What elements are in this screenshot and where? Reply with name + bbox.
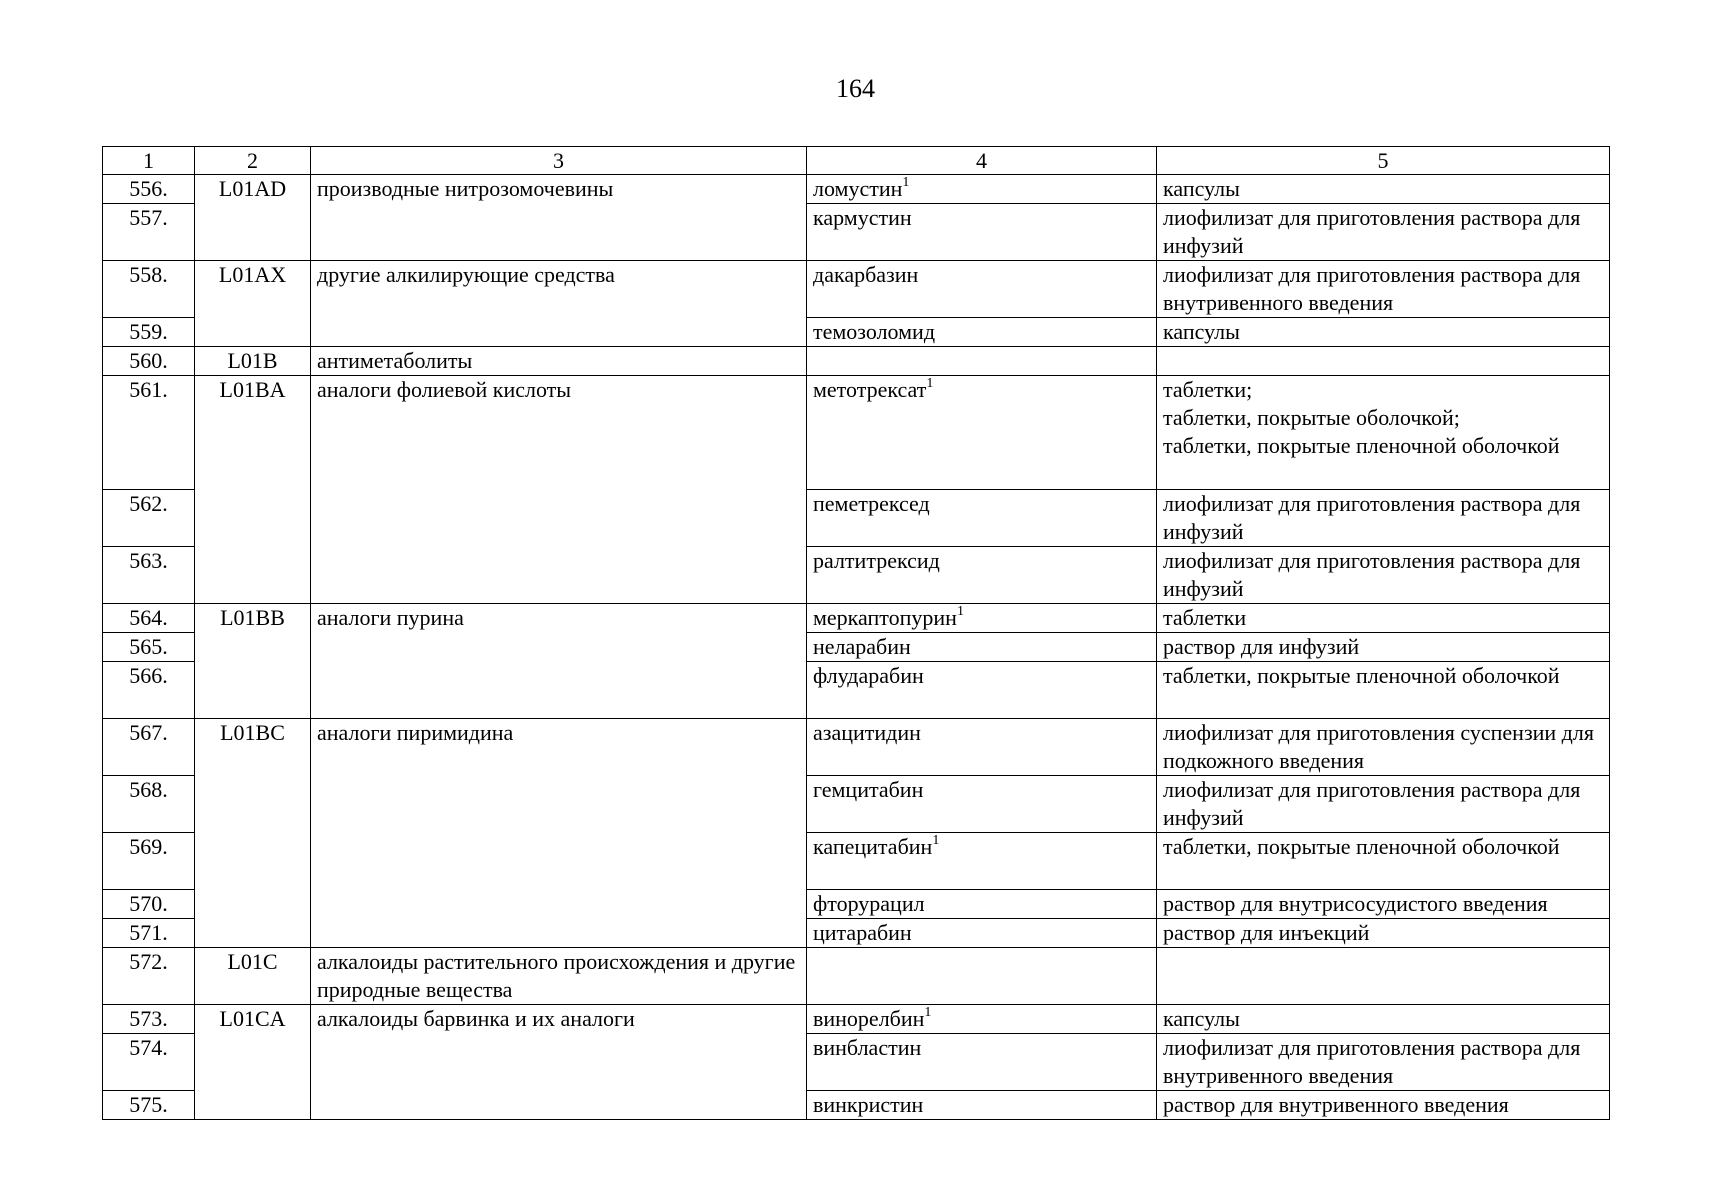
column-header-4: 4 — [807, 147, 1157, 175]
dosage-form — [1157, 948, 1610, 1005]
atc-group: другие алкилирующие средства — [311, 261, 807, 347]
table-row — [103, 376, 1610, 490]
footnote-mark: 1 — [924, 1004, 932, 1020]
row-number: 569. — [103, 833, 195, 890]
row-number: 572. — [103, 948, 195, 1005]
column-header-2: 2 — [195, 147, 311, 175]
drug-name: флударабин — [807, 662, 1157, 719]
footnote-mark: 1 — [926, 375, 934, 391]
row-number: 556. — [103, 175, 195, 204]
drug-name: темозоломид — [807, 318, 1157, 347]
dosage-form: лиофилизат для приготовления раствора для инфузий — [1157, 547, 1610, 604]
dosage-form — [1157, 347, 1610, 376]
table-row — [103, 1005, 1610, 1034]
atc-group: аналоги пиримидина — [311, 719, 807, 948]
drug-name: ралтитрексид — [807, 547, 1157, 604]
dosage-form: лиофилизат для приготовления раствора для внутривенного введения — [1157, 261, 1610, 318]
row-number: 565. — [103, 633, 195, 662]
drug-name: неларабин — [807, 633, 1157, 662]
dosage-form: таблетки — [1157, 604, 1610, 633]
dosage-form: лиофилизат для приготовления раствора для инфузий — [1157, 204, 1610, 261]
atc-group: антиметаболиты — [311, 347, 807, 376]
dosage-form: раствор для инъекций — [1157, 919, 1610, 948]
table-row — [103, 261, 1610, 318]
drug-name: дакарбазин — [807, 261, 1157, 318]
drug-name: капецитабин$^1$ — [807, 833, 1157, 890]
row-number: 563. — [103, 547, 195, 604]
atc-code: L01AX — [195, 261, 311, 347]
row-number: 570. — [103, 890, 195, 919]
dosage-form: лиофилизат для приготовления раствора для инфузий — [1157, 776, 1610, 833]
column-header-3: 3 — [311, 147, 807, 175]
dosage-form: капсулы — [1157, 318, 1610, 347]
drug-name — [807, 948, 1157, 1005]
drug-name: кармустин — [807, 204, 1157, 261]
page-number: 164 — [836, 74, 875, 103]
drug-name: винбластин — [807, 1034, 1157, 1091]
footnote-mark: 1 — [902, 174, 910, 190]
row-number: 564. — [103, 604, 195, 633]
atc-code: L01AD — [195, 175, 311, 261]
row-number: 571. — [103, 919, 195, 948]
drug-name: гемцитабин — [807, 776, 1157, 833]
dosage-form: раствор для инфузий — [1157, 633, 1610, 662]
dosage-form: капсулы — [1157, 1005, 1610, 1034]
table-row — [103, 948, 1610, 1005]
drug-name: пеметрексед — [807, 490, 1157, 547]
table-row — [103, 719, 1610, 776]
dosage-form: раствор для внутривенного введения — [1157, 1091, 1610, 1120]
drug-name: цитарабин — [807, 919, 1157, 948]
table-row — [103, 604, 1610, 633]
row-number: 566. — [103, 662, 195, 719]
dosage-form: таблетки, покрытые пленочной оболочкой — [1157, 833, 1610, 890]
column-header-1: 1 — [103, 147, 195, 175]
row-number: 568. — [103, 776, 195, 833]
atc-code: L01BB — [195, 604, 311, 719]
dosage-form: раствор для внутрисосудистого введения — [1157, 890, 1610, 919]
drug-name: винорелбин$^1$ — [807, 1005, 1157, 1034]
row-number: 558. — [103, 261, 195, 318]
atc-code: L01BC — [195, 719, 311, 948]
drug-name: ломустин$^1$ — [807, 175, 1157, 204]
row-number: 574. — [103, 1034, 195, 1091]
dosage-form: таблетки; таблетки, покрытые оболочкой; таблетки, покрытые пленочной оболочкой — [1157, 376, 1610, 490]
atc-code: L01C — [195, 948, 311, 1005]
row-number: 561. — [103, 376, 195, 490]
footnote-mark: 1 — [956, 603, 964, 619]
atc-group: производные нитрозомочевины — [311, 175, 807, 261]
row-number: 560. — [103, 347, 195, 376]
drug-name: винкристин — [807, 1091, 1157, 1120]
row-number: 573. — [103, 1005, 195, 1034]
footnote-mark: 1 — [932, 832, 940, 848]
dosage-form: лиофилизат для приготовления раствора для внутривенного введения — [1157, 1034, 1610, 1091]
row-number: 575. — [103, 1091, 195, 1120]
atc-code: L01B — [195, 347, 311, 376]
drug-name: метотрексат$^1$ — [807, 376, 1157, 490]
atc-group: алкалоиды барвинка и их аналоги — [311, 1005, 807, 1120]
drug-name: фторурацил — [807, 890, 1157, 919]
row-number: 557. — [103, 204, 195, 261]
dosage-form: таблетки, покрытые пленочной оболочкой — [1157, 662, 1610, 719]
header-row — [103, 147, 1610, 175]
dosage-form: лиофилизат для приготовления суспензии для подкожного введения — [1157, 719, 1610, 776]
atc-code: L01CA — [195, 1005, 311, 1120]
column-header-5: 5 — [1157, 147, 1610, 175]
drug-name — [807, 347, 1157, 376]
atc-group: алкалоиды растительного происхождения и другие природные вещества — [311, 948, 807, 1005]
row-number: 567. — [103, 719, 195, 776]
table-row — [103, 347, 1610, 376]
drug-table — [102, 146, 1610, 1120]
atc-code: L01BA — [195, 376, 311, 604]
row-number: 559. — [103, 318, 195, 347]
drug-name: азацитидин — [807, 719, 1157, 776]
row-number: 562. — [103, 490, 195, 547]
dosage-form: капсулы — [1157, 175, 1610, 204]
atc-group: аналоги фолиевой кислоты — [311, 376, 807, 604]
atc-group: аналоги пурина — [311, 604, 807, 719]
table-row — [103, 175, 1610, 204]
drug-name: меркаптопурин$^1$ — [807, 604, 1157, 633]
dosage-form: лиофилизат для приготовления раствора для инфузий — [1157, 490, 1610, 547]
